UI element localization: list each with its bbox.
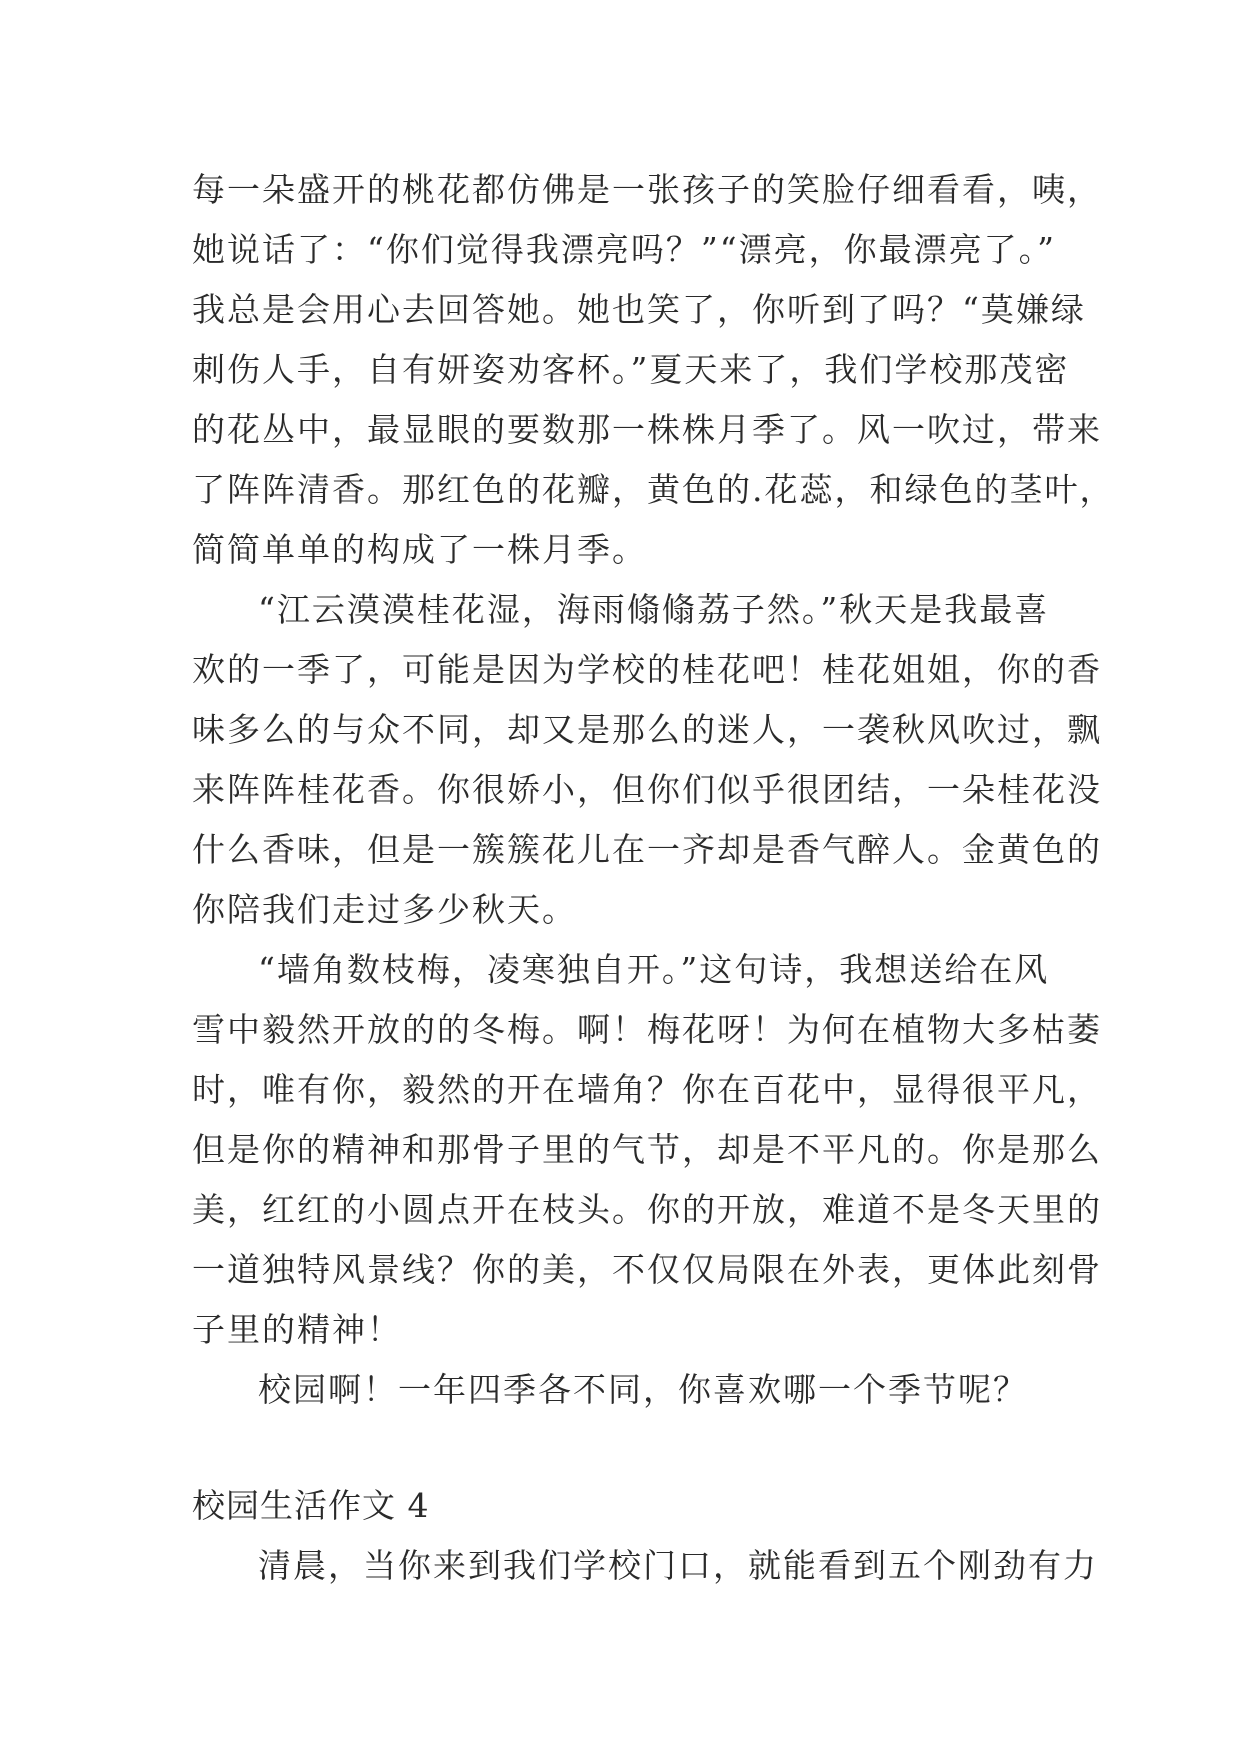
text-line: 了阵阵清香。那红色的花瓣，黄色的.花蕊，和绿色的茎叶， [192, 470, 1115, 509]
text-line: 雪中毅然开放的的冬梅。啊！梅花呀！为何在植物大多枯萎 [192, 1010, 1102, 1049]
section-spacer [192, 1420, 1062, 1476]
text-line: 欢的一季了，可能是因为学校的桂花吧！桂花姐姐，你的香 [192, 650, 1102, 689]
text-line: 什么香味，但是一簇簇花儿在一齐却是香气醉人。金黄色的 [192, 830, 1102, 869]
document-body [192, 160, 1115, 1596]
paragraph-plum [192, 940, 1102, 1360]
text-line: 的花丛中，最显眼的要数那一株株月季了。风一吹过，带来 [192, 410, 1102, 449]
text-line: 美，红红的小圆点开在枝头。你的开放，难道不是冬天里的 [192, 1190, 1102, 1229]
text-line: 但是你的精神和那骨子里的气节，却是不平凡的。你是那么 [192, 1130, 1102, 1169]
paragraph-osmanthus [192, 580, 1102, 940]
paragraph-morning [192, 1536, 1098, 1596]
text-line: 味多么的与众不同，却又是那么的迷人，一袭秋风吹过，飘 [192, 710, 1102, 749]
section-title: 校园生活作文 4 [192, 1486, 430, 1525]
text-line: 子里的精神！ [192, 1310, 402, 1349]
text-line: 简简单单的构成了一株月季。 [192, 530, 647, 569]
paragraph-closing [192, 1360, 1062, 1420]
text-line: 每一朵盛开的桃花都仿佛是一张孩子的笑脸仔细看看，咦， [192, 170, 1102, 209]
text-line: 来阵阵桂花香。你很娇小，但你们似乎很团结，一朵桂花没 [192, 770, 1102, 809]
paragraph-peach-rose [192, 160, 1115, 580]
text-line: 我总是会用心去回答她。她也笑了，你听到了吗？“莫嫌绿 [192, 290, 1086, 329]
text-line: 清晨，当你来到我们学校门口，就能看到五个刚劲有力 [258, 1546, 1098, 1585]
text-line: 你陪我们走过多少秋天。 [192, 890, 577, 929]
text-line: 校园啊！一年四季各不同，你喜欢哪一个季节呢？ [258, 1370, 1028, 1409]
text-line: “江云漠漠桂花湿，海雨翛翛荔子然。”秋天是我最喜 [258, 590, 1050, 629]
text-line: “墙角数枝梅，凌寒独自开。”这句诗，我想送给在风 [258, 950, 1050, 989]
text-line: 刺伤人手，自有妍姿劝客杯。”夏天来了，我们学校那茂密 [192, 350, 1070, 389]
text-line: 她说话了：“你们觉得我漂亮吗？”“漂亮，你最漂亮了。” [192, 230, 1056, 269]
text-line: 一道独特风景线？你的美，不仅仅局限在外表，更体此刻骨 [192, 1250, 1102, 1289]
text-line: 时，唯有你，毅然的开在墙角？你在百花中，显得很平凡， [192, 1070, 1102, 1109]
